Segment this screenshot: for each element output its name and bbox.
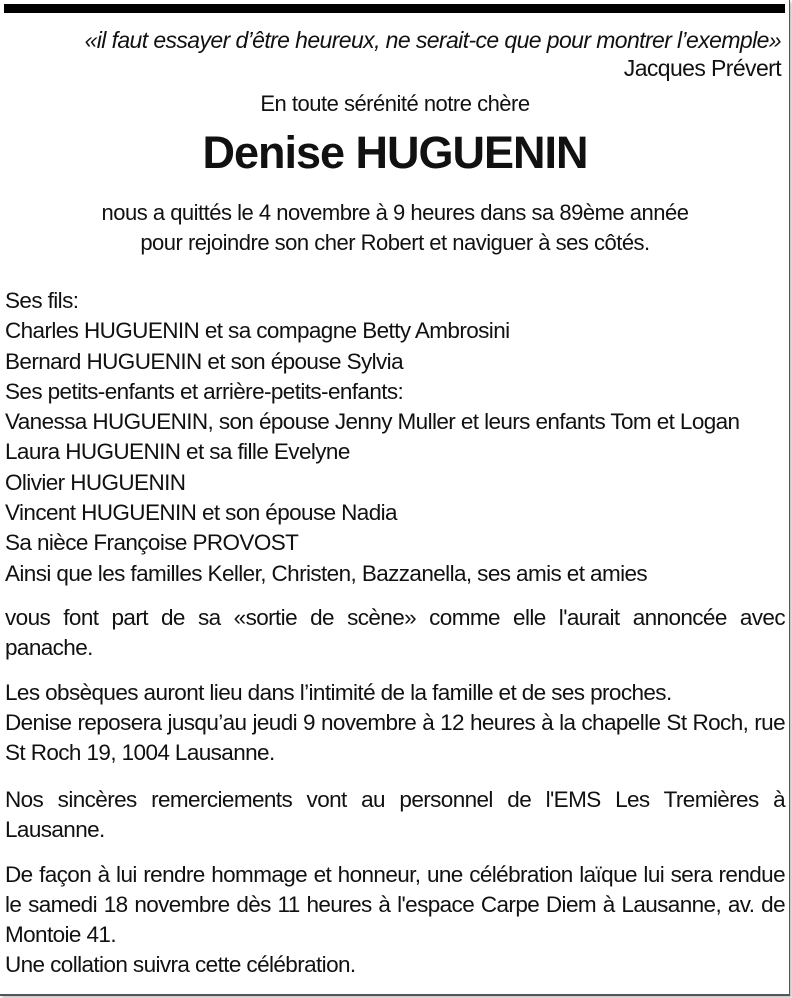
funeral-line: Les obsèques auront lieu dans l’intimité de la famille et de ses proches. <box>5 680 672 705</box>
deceased-name: Denise HUGUENIN <box>202 127 588 178</box>
announcement-line: nous a quittés le 4 novembre à 9 heures dans sa 89ème année <box>101 200 689 225</box>
family-line: Vincent HUGUENIN et son épouse Nadia <box>5 500 397 526</box>
family-line: Charles HUGUENIN et sa compagne Betty Ambrosini <box>5 318 510 344</box>
celebration-paragraph <box>5 860 785 980</box>
family-line: Olivier HUGUENIN <box>5 469 186 495</box>
intro-line: En toute sérénité notre chère <box>260 91 530 116</box>
family-line: Sa nièce Françoise PROVOST <box>5 530 299 556</box>
announcement-paragraph: vous font part de sa «sortie de scène» comme elle l'aurait annoncée avec panache. <box>5 605 785 660</box>
celebration-line: Une collation suivra cette célébration. <box>5 952 356 977</box>
epigraph <box>85 26 781 82</box>
family-line: Bernard HUGUENIN et son épouse Sylvia <box>5 348 403 374</box>
announcement-line: pour rejoindre son cher Robert et naviguer à ses côtés. <box>140 230 650 255</box>
celebration-line: De façon à lui rendre hommage et honneur, une célébration laïque lui sera rendue le samedi 18 novembre dès 11 heures à l'espace Carpe Diem à Lausanne, av. de Montoie 41. <box>5 862 785 947</box>
family-line: Ses fils: <box>5 288 79 313</box>
family-line: Vanessa HUGUENIN, son épouse Jenny Muller et leurs enfants Tom et Logan <box>5 409 740 435</box>
family-line: Ainsi que les familles Keller, Christen, Bazzanella, ses amis et amies <box>5 560 648 586</box>
family-line: Laura HUGUENIN et sa fille Evelyne <box>5 439 350 465</box>
epigraph-author: Jacques Prévert <box>623 55 781 81</box>
funeral-paragraph <box>5 678 785 768</box>
top-black-rule <box>4 4 785 13</box>
family-line: Ses petits-enfants et arrière-petits-enfants: <box>5 378 404 404</box>
funeral-line: Denise reposera jusqu’au jeudi 9 novembre à 12 heures à la chapelle St Roch, rue St Roch 19, 1004 Lausanne. <box>5 710 785 765</box>
thanks-paragraph: Nos sincères remerciements vont au personnel de l'EMS Les Tremières à Lausanne. <box>5 787 785 842</box>
family-list <box>5 286 739 589</box>
epigraph-quote: «il faut essayer d’être heureux, ne serait-ce que pour montrer l’exemple» <box>84 27 781 53</box>
death-announcement <box>0 198 790 258</box>
